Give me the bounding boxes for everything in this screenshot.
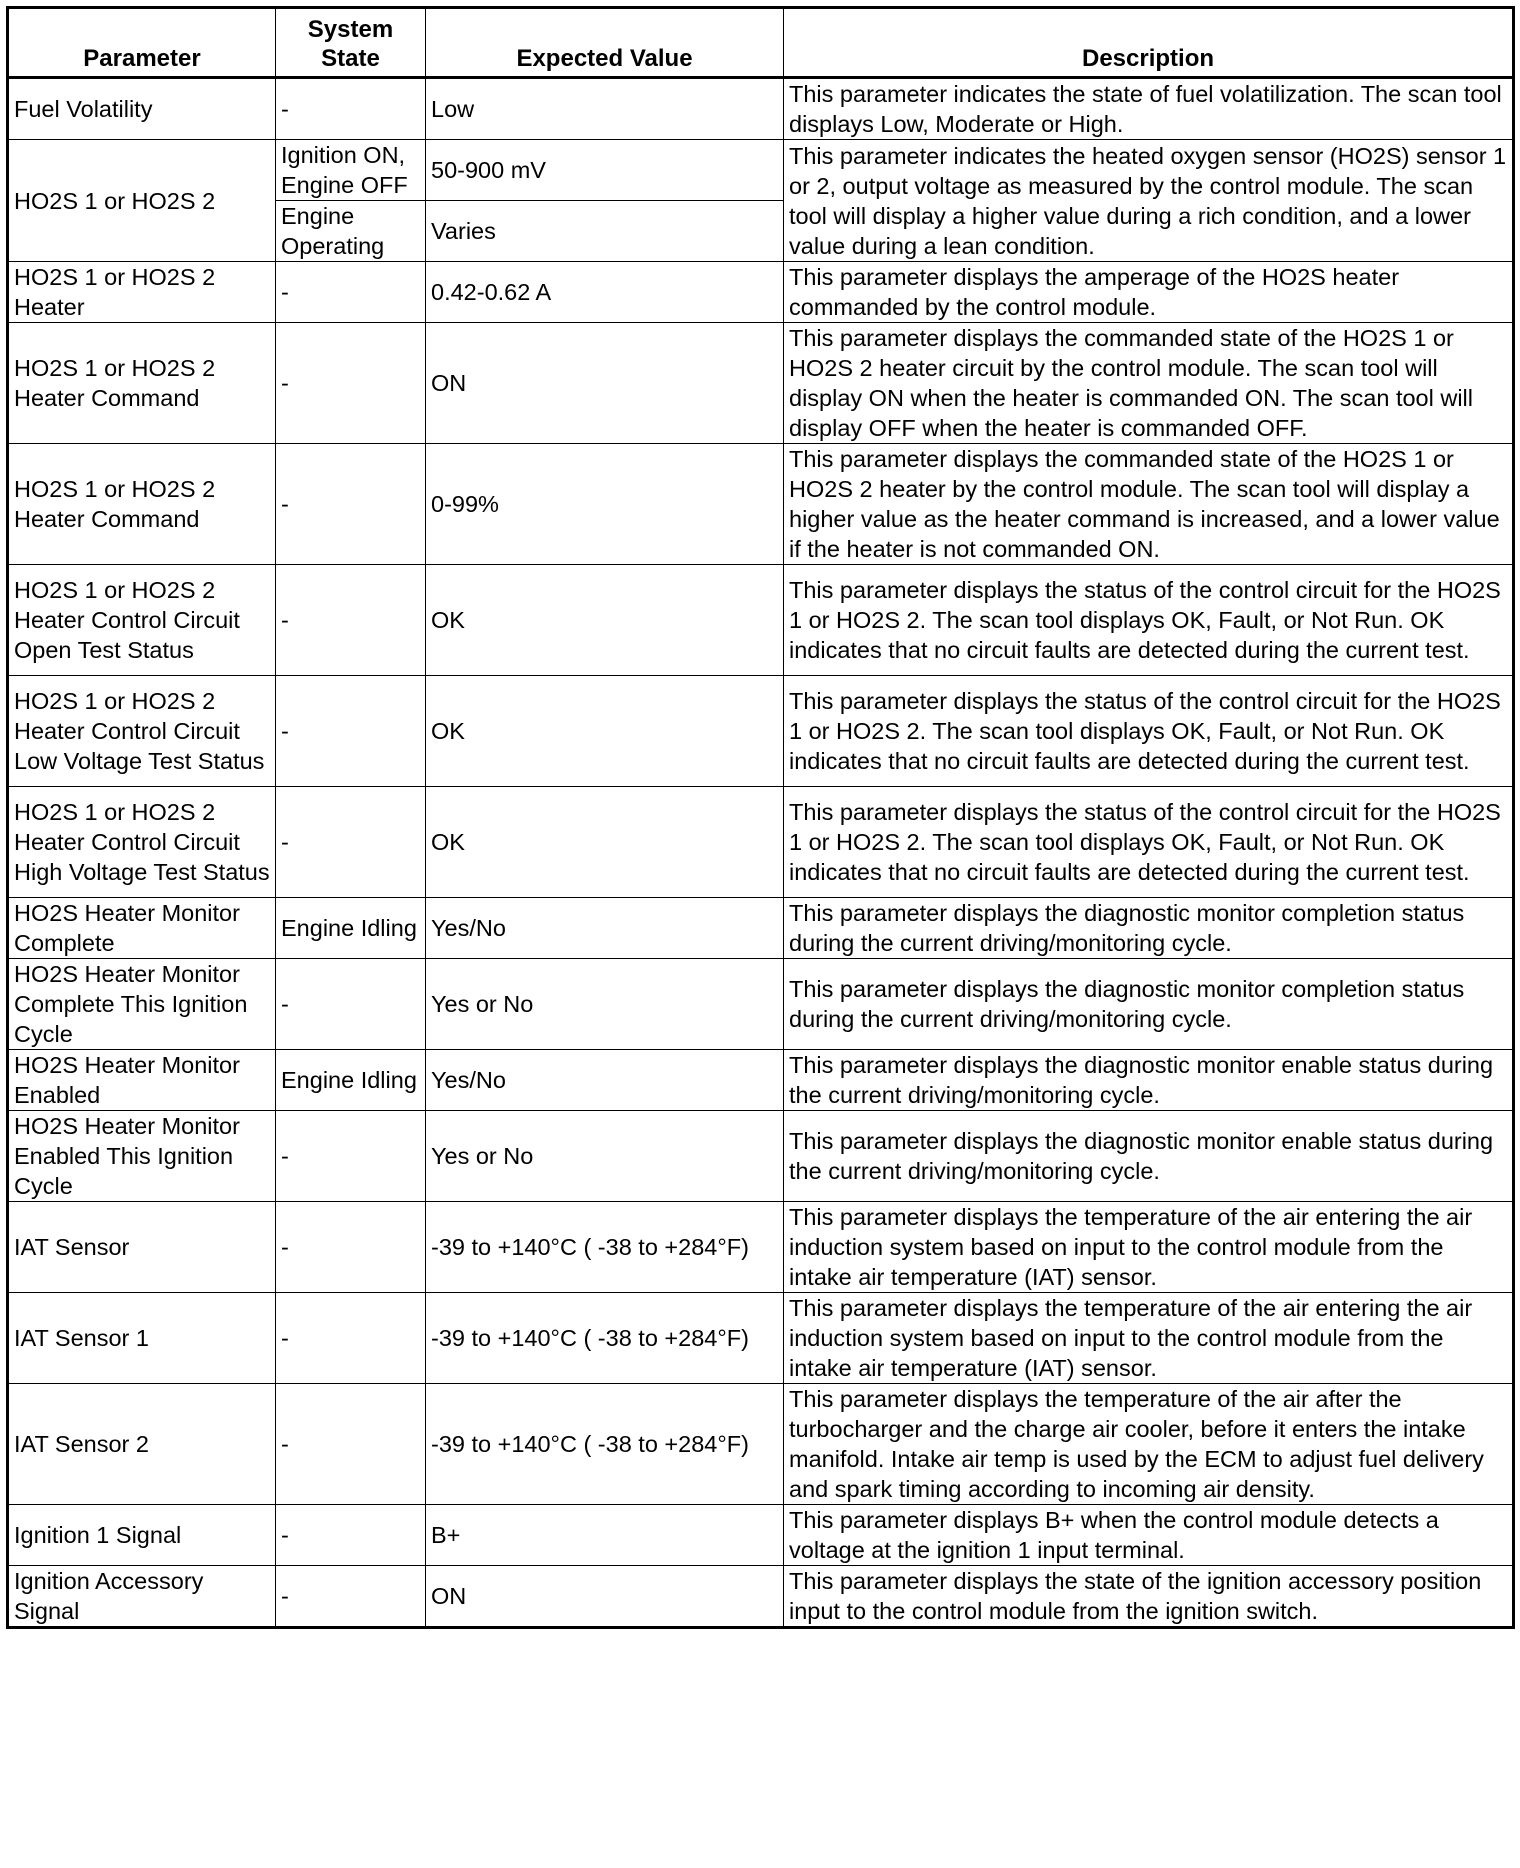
cell-system-state: - bbox=[276, 444, 426, 565]
cell-description: This parameter displays the diagnostic monitor enable status during the current driving/monitoring cycle. bbox=[784, 1111, 1514, 1202]
cell-description: This parameter displays the status of the control circuit for the HO2S 1 or HO2S 2. The scan tool displays OK, Fault, or Not Run. OK indicates that no circuit faults are detected during the current test. bbox=[784, 565, 1514, 676]
cell-system-state: Engine Idling bbox=[276, 1050, 426, 1111]
cell-system-state: - bbox=[276, 959, 426, 1050]
header-description: Description bbox=[784, 8, 1514, 78]
cell-expected-value: Varies bbox=[426, 201, 784, 262]
cell-parameter: HO2S 1 or HO2S 2 Heater Control Circuit Low Voltage Test Status bbox=[8, 676, 276, 787]
cell-system-state: - bbox=[276, 78, 426, 140]
table-row bbox=[8, 1050, 1514, 1111]
cell-system-state: - bbox=[276, 323, 426, 444]
cell-expected-value: OK bbox=[426, 565, 784, 676]
cell-parameter: HO2S Heater Monitor Enabled This Ignition Cycle bbox=[8, 1111, 276, 1202]
cell-expected-value: -39 to +140°C ( -38 to +284°F) bbox=[426, 1384, 784, 1505]
cell-expected-value: -39 to +140°C ( -38 to +284°F) bbox=[426, 1293, 784, 1384]
parameter-table bbox=[6, 6, 1515, 1629]
cell-expected-value: B+ bbox=[426, 1505, 784, 1566]
cell-expected-value: Yes/No bbox=[426, 898, 784, 959]
cell-expected-value: Low bbox=[426, 78, 784, 140]
table-row bbox=[8, 787, 1514, 898]
table-row bbox=[8, 898, 1514, 959]
table-row bbox=[8, 140, 1514, 201]
table-row bbox=[8, 1111, 1514, 1202]
cell-parameter: HO2S Heater Monitor Enabled bbox=[8, 1050, 276, 1111]
header-row bbox=[8, 8, 1514, 78]
cell-parameter: HO2S Heater Monitor Complete bbox=[8, 898, 276, 959]
table-header bbox=[8, 8, 1514, 78]
cell-parameter: HO2S 1 or HO2S 2 Heater bbox=[8, 262, 276, 323]
cell-parameter: Ignition 1 Signal bbox=[8, 1505, 276, 1566]
table-row bbox=[8, 78, 1514, 140]
cell-system-state: - bbox=[276, 676, 426, 787]
cell-system-state: - bbox=[276, 565, 426, 676]
cell-description: This parameter displays the state of the ignition accessory position input to the control module from the ignition switch. bbox=[784, 1566, 1514, 1628]
cell-parameter: HO2S 1 or HO2S 2 Heater Command bbox=[8, 323, 276, 444]
cell-description: This parameter displays the amperage of the HO2S heater commanded by the control module. bbox=[784, 262, 1514, 323]
table-body bbox=[8, 78, 1514, 1628]
table-row bbox=[8, 1384, 1514, 1505]
cell-system-state: - bbox=[276, 1202, 426, 1293]
cell-description: This parameter displays the status of the control circuit for the HO2S 1 or HO2S 2. The scan tool displays OK, Fault, or Not Run. OK indicates that no circuit faults are detected during the current test. bbox=[784, 676, 1514, 787]
cell-system-state: Ignition ON, Engine OFF bbox=[276, 140, 426, 201]
cell-expected-value: 0-99% bbox=[426, 444, 784, 565]
cell-expected-value: ON bbox=[426, 1566, 784, 1628]
cell-description: This parameter displays the diagnostic monitor completion status during the current driving/monitoring cycle. bbox=[784, 898, 1514, 959]
table-row bbox=[8, 1566, 1514, 1628]
cell-expected-value: ON bbox=[426, 323, 784, 444]
cell-description: This parameter indicates the heated oxygen sensor (HO2S) sensor 1 or 2, output voltage as measured by the control module. The scan tool will display a higher value during a rich condition, and a lower value during a lean condition. bbox=[784, 140, 1514, 262]
table-row bbox=[8, 565, 1514, 676]
cell-description: This parameter displays the status of the control circuit for the HO2S 1 or HO2S 2. The scan tool displays OK, Fault, or Not Run. OK indicates that no circuit faults are detected during the current test. bbox=[784, 787, 1514, 898]
cell-description: This parameter displays B+ when the control module detects a voltage at the ignition 1 input terminal. bbox=[784, 1505, 1514, 1566]
cell-description: This parameter displays the commanded state of the HO2S 1 or HO2S 2 heater by the control module. The scan tool will display a higher value as the heater command is increased, and a lower value if the heater is not commanded ON. bbox=[784, 444, 1514, 565]
cell-expected-value: OK bbox=[426, 676, 784, 787]
header-expected-value: Expected Value bbox=[426, 8, 784, 78]
table-row bbox=[8, 323, 1514, 444]
cell-system-state: - bbox=[276, 1505, 426, 1566]
cell-system-state: Engine Operating bbox=[276, 201, 426, 262]
cell-expected-value: Yes or No bbox=[426, 1111, 784, 1202]
cell-system-state: - bbox=[276, 1293, 426, 1384]
cell-parameter: IAT Sensor 2 bbox=[8, 1384, 276, 1505]
cell-parameter: HO2S 1 or HO2S 2 Heater Control Circuit High Voltage Test Status bbox=[8, 787, 276, 898]
cell-description: This parameter displays the temperature of the air entering the air induction system based on input to the control module from the intake air temperature (IAT) sensor. bbox=[784, 1202, 1514, 1293]
cell-description: This parameter displays the diagnostic monitor completion status during the current driving/monitoring cycle. bbox=[784, 959, 1514, 1050]
cell-parameter: HO2S 1 or HO2S 2 Heater Command bbox=[8, 444, 276, 565]
cell-description: This parameter displays the temperature of the air after the turbocharger and the charge air cooler, before it enters the intake manifold. Intake air temp is used by the ECM to adjust fuel delivery and spark timing according to incoming air density. bbox=[784, 1384, 1514, 1505]
table-row bbox=[8, 1202, 1514, 1293]
cell-parameter: HO2S 1 or HO2S 2 bbox=[8, 140, 276, 262]
header-parameter: Parameter bbox=[8, 8, 276, 78]
cell-expected-value: OK bbox=[426, 787, 784, 898]
cell-parameter: IAT Sensor bbox=[8, 1202, 276, 1293]
cell-expected-value: Yes/No bbox=[426, 1050, 784, 1111]
cell-system-state: - bbox=[276, 1384, 426, 1505]
cell-description: This parameter displays the temperature of the air entering the air induction system based on input to the control module from the intake air temperature (IAT) sensor. bbox=[784, 1293, 1514, 1384]
cell-parameter: Fuel Volatility bbox=[8, 78, 276, 140]
cell-system-state: - bbox=[276, 1566, 426, 1628]
cell-parameter: HO2S 1 or HO2S 2 Heater Control Circuit Open Test Status bbox=[8, 565, 276, 676]
cell-expected-value: Yes or No bbox=[426, 959, 784, 1050]
table-row bbox=[8, 1505, 1514, 1566]
cell-system-state: - bbox=[276, 262, 426, 323]
cell-expected-value: 0.42-0.62 A bbox=[426, 262, 784, 323]
cell-parameter: HO2S Heater Monitor Complete This Ignition Cycle bbox=[8, 959, 276, 1050]
cell-description: This parameter indicates the state of fuel volatilization. The scan tool displays Low, Moderate or High. bbox=[784, 78, 1514, 140]
cell-expected-value: 50-900 mV bbox=[426, 140, 784, 201]
cell-parameter: Ignition Accessory Signal bbox=[8, 1566, 276, 1628]
cell-system-state: Engine Idling bbox=[276, 898, 426, 959]
cell-parameter: IAT Sensor 1 bbox=[8, 1293, 276, 1384]
table-row bbox=[8, 262, 1514, 323]
table-row bbox=[8, 1293, 1514, 1384]
table-row bbox=[8, 676, 1514, 787]
cell-description: This parameter displays the diagnostic monitor enable status during the current driving/monitoring cycle. bbox=[784, 1050, 1514, 1111]
cell-system-state: - bbox=[276, 1111, 426, 1202]
table-row bbox=[8, 444, 1514, 565]
table-row bbox=[8, 959, 1514, 1050]
cell-expected-value: -39 to +140°C ( -38 to +284°F) bbox=[426, 1202, 784, 1293]
header-system-state: System State bbox=[276, 8, 426, 78]
cell-description: This parameter displays the commanded state of the HO2S 1 or HO2S 2 heater circuit by the control module. The scan tool will display ON when the heater is commanded ON. The scan tool will display OFF when the heater is commanded OFF. bbox=[784, 323, 1514, 444]
cell-system-state: - bbox=[276, 787, 426, 898]
